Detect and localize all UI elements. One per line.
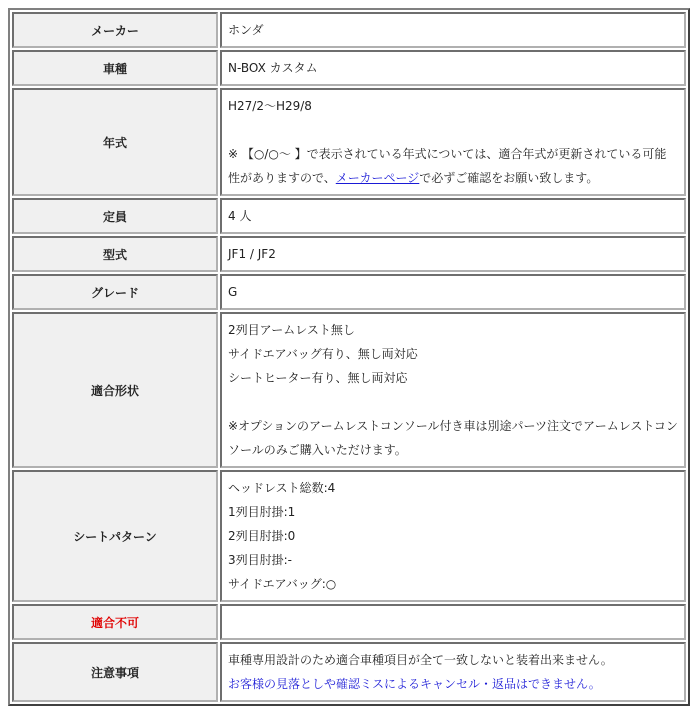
value-incompatible xyxy=(220,604,686,640)
value-year xyxy=(220,88,686,196)
fit-line: サイドエアバッグ有り、無し両対応 xyxy=(228,347,418,361)
year-range: H27/2〜H29/8 xyxy=(228,99,312,113)
row-type xyxy=(12,236,686,272)
label-fit-shape: 適合形状 xyxy=(12,312,218,468)
year-note-text-end: で必ずご確認をお願い致します。 xyxy=(419,171,599,185)
value-model: N-BOX カスタム xyxy=(220,50,686,86)
fit-line: 2列目アームレスト無し xyxy=(228,323,355,337)
notes-line-blue: お客様の見落としや確認ミスによるキャンセル・返品はできません。 xyxy=(228,677,601,691)
value-type: JF1 / JF2 xyxy=(220,236,686,272)
seat-line: 1列目肘掛:1 xyxy=(228,505,296,519)
label-grade: グレード xyxy=(12,274,218,310)
row-model xyxy=(12,50,686,86)
seat-line: サイドエアバッグ:○ xyxy=(228,577,337,591)
fit-line: シートヒーター有り、無し両対応 xyxy=(228,371,408,385)
label-model: 車種 xyxy=(12,50,218,86)
label-seat-pattern: シートパターン xyxy=(12,470,218,602)
row-seat-pattern xyxy=(12,470,686,602)
row-incompatible xyxy=(12,604,686,640)
maker-page-link[interactable]: メーカーページ xyxy=(335,171,420,185)
label-maker: メーカー xyxy=(12,12,218,48)
value-fit-shape xyxy=(220,312,686,468)
row-fit-shape xyxy=(12,312,686,468)
spacer xyxy=(228,390,678,414)
value-seat-pattern xyxy=(220,470,686,602)
seat-line: 3列目肘掛:- xyxy=(228,553,293,567)
value-grade: G xyxy=(220,274,686,310)
label-year: 年式 xyxy=(12,88,218,196)
seat-line: ヘッドレスト総数:4 xyxy=(228,481,336,495)
row-grade xyxy=(12,274,686,310)
spacer xyxy=(228,118,678,142)
row-maker xyxy=(12,12,686,48)
row-capacity xyxy=(12,198,686,234)
value-notes xyxy=(220,642,686,702)
vehicle-compatibility-table xyxy=(8,8,690,706)
fit-note: ※オプションのアームレストコンソール付き車は別途パーツ注文でアームレストコンソールのみご購入いただけます。 xyxy=(228,419,678,457)
label-incompatible: 適合不可 xyxy=(12,604,218,640)
row-year xyxy=(12,88,686,196)
label-capacity: 定員 xyxy=(12,198,218,234)
label-type: 型式 xyxy=(12,236,218,272)
year-note-text: ※ 【○/○〜 】で表示されている年式については、適合年式が更新されている可能性がありますので、 xyxy=(228,147,667,185)
seat-line: 2列目肘掛:0 xyxy=(228,529,296,543)
row-notes xyxy=(12,642,686,702)
value-maker: ホンダ xyxy=(220,12,686,48)
notes-line: 車種専用設計のため適合車種項目が全て一致しないと装着出来ません。 xyxy=(228,653,613,667)
year-note xyxy=(228,142,678,190)
label-notes: 注意事項 xyxy=(12,642,218,702)
value-capacity: 4 人 xyxy=(220,198,686,234)
